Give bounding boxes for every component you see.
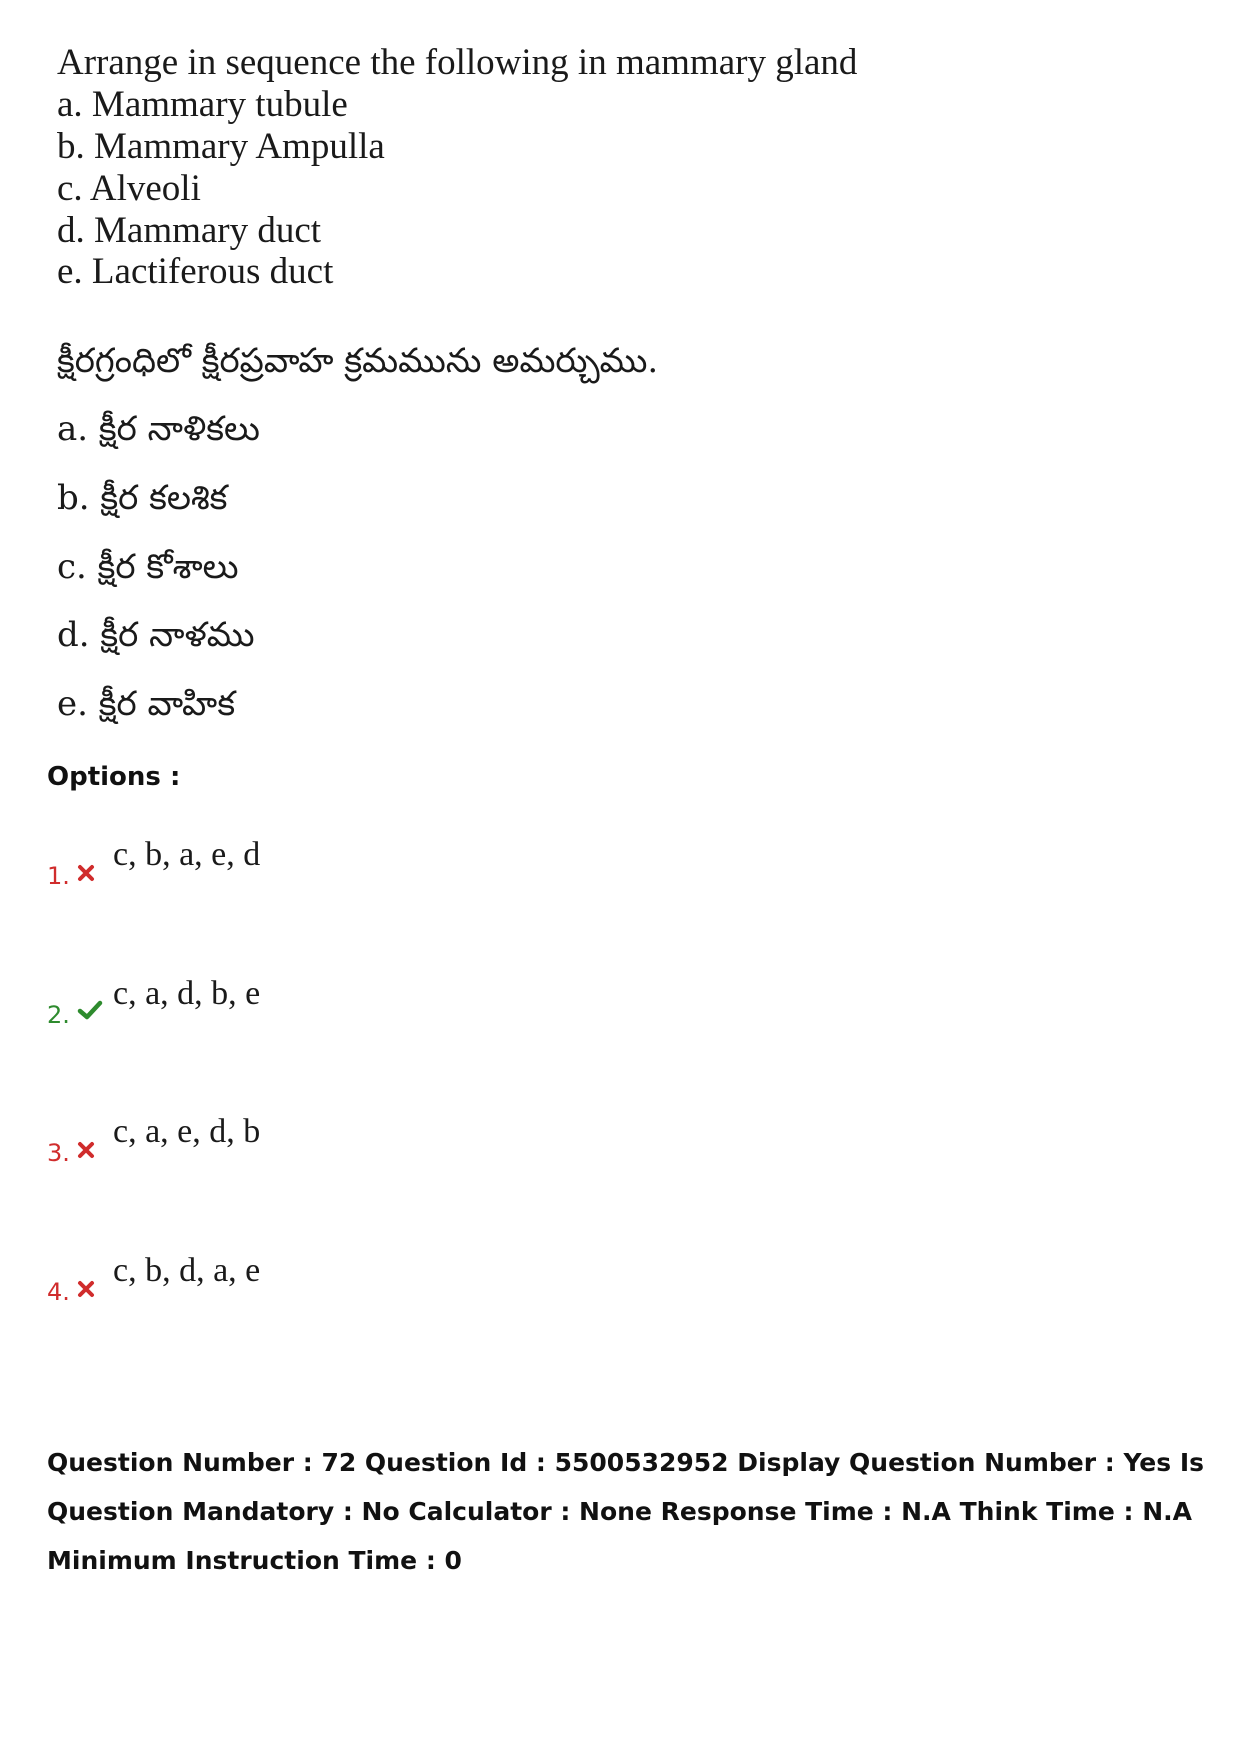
option-number: 1. [47,862,70,890]
option-number: 3. [47,1139,70,1167]
question-item-en: a. Mammary tubule [57,84,348,125]
question-item-te: e. క్షీర వాహిక [57,684,236,724]
option-2[interactable] [47,975,547,1045]
question-metadata: Question Number : 72 Question Id : 5500532952 Display Question Number : Yes Is Question Mandatory : No Calculator : None Response Time : N.A Think Time : N.A Minimum Instruction Time : 0 [47,1448,1205,1575]
cross-icon [77,1141,95,1164]
question-item-te: b. క్షీర కలశిక [57,478,228,518]
question-item-en: b. Mammary Ampulla [57,126,385,167]
question-item-te: d. క్షీర నాళము [57,615,255,655]
question-stem-te: క్షీరగ్రంధిలో క్షీరప్రవాహ క్రమమును అమర్చుము. [57,341,659,381]
option-number: 4. [47,1278,70,1306]
option-text: c, a, d, b, e [113,975,261,1012]
question-item-en: c. Alveoli [57,168,201,209]
question-item-en: d. Mammary duct [57,210,322,251]
question-stem-en: Arrange in sequence the following in mammary gland [57,42,858,83]
option-4[interactable] [47,1252,547,1322]
options-label: Options : [47,762,181,792]
cross-icon [77,1280,95,1303]
question-item-te: c. క్షీర కోశాలు [57,547,239,587]
cross-icon [77,864,95,887]
option-text: c, a, e, d, b [113,1113,261,1150]
option-3[interactable] [47,1113,547,1183]
question-item-te: a. క్షీర నాళికలు [57,409,260,449]
check-icon [77,999,103,1026]
question-item-en: e. Lactiferous duct [57,251,334,292]
option-text: c, b, a, e, d [113,836,261,873]
option-number: 2. [47,1001,70,1029]
option-text: c, b, d, a, e [113,1252,261,1289]
option-1[interactable] [47,836,547,906]
